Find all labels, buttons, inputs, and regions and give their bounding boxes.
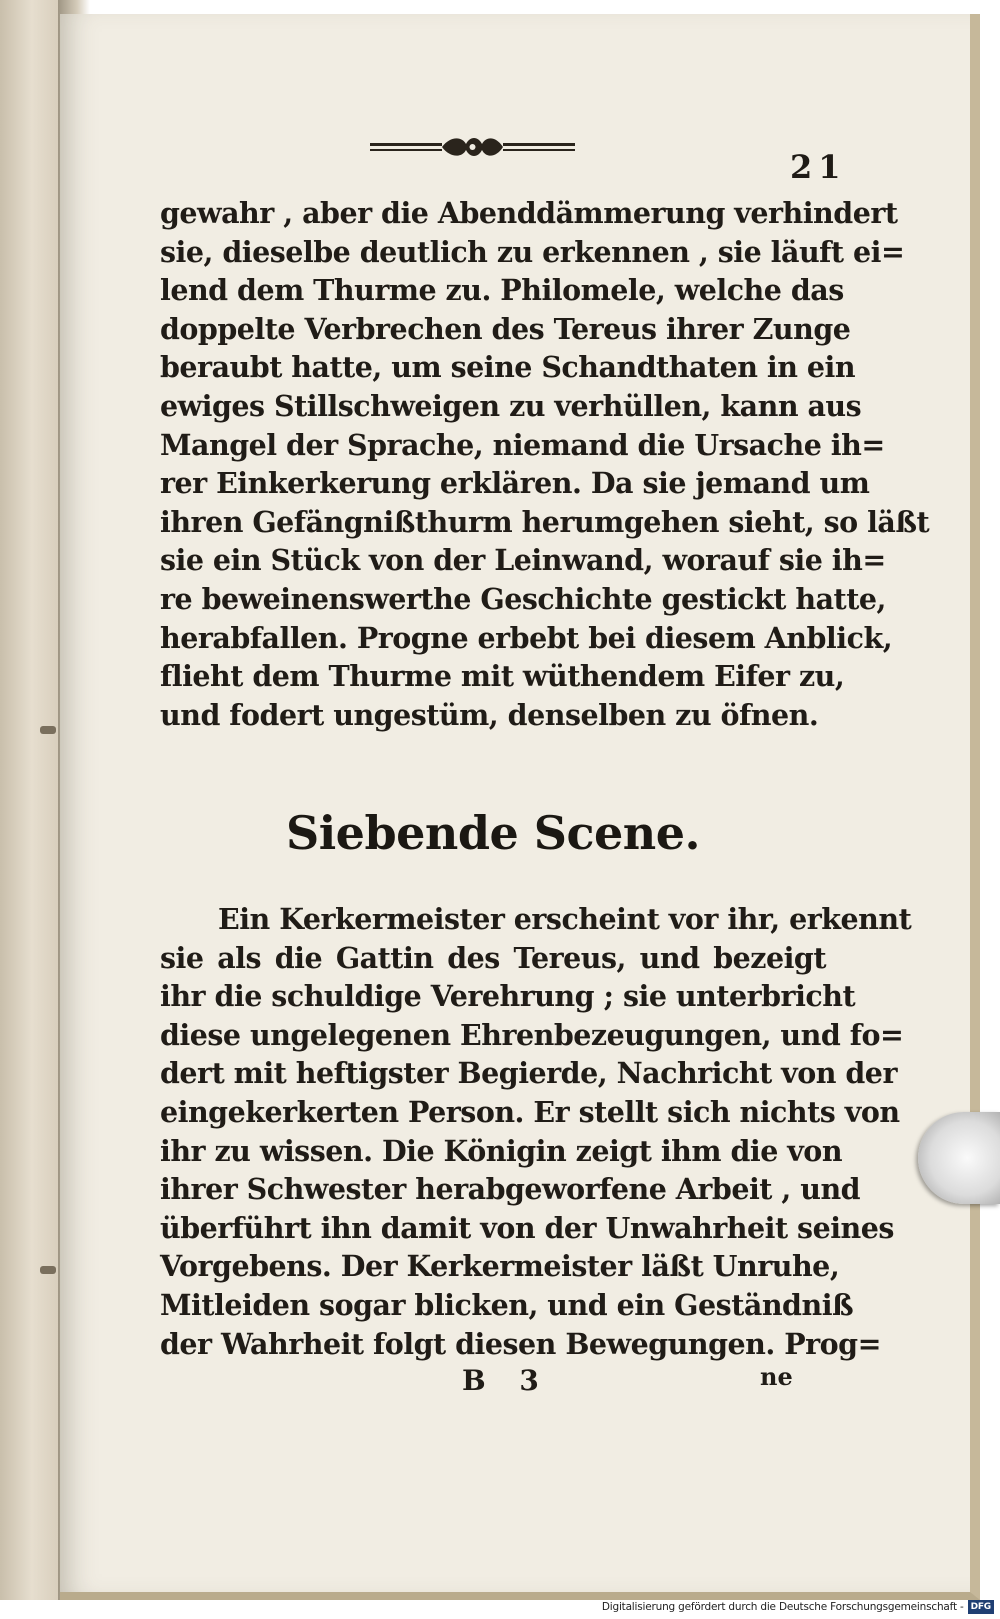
text-line: beraubt hatte, um seine Schandthaten in ein (160, 350, 856, 385)
left-page-edge (0, 0, 60, 1600)
text-line: lend dem Thurme zu. Philomele, welche das (160, 273, 844, 308)
text-line: flieht dem Thurme mit wüthendem Eifer zu, (160, 659, 845, 694)
text-line: sie, dieselbe deutlich zu erkennen , sie läuft ei= (160, 234, 905, 269)
text-line: doppelte Verbrechen des Tereus ihrer Zunge (160, 311, 851, 346)
text-line: rer Einkerkerung erklären. Da sie jemand um (160, 466, 870, 501)
text-line: Mangel der Sprache, niemand die Ursache ih= (160, 427, 885, 462)
binding-thread (40, 726, 56, 734)
text-line: dert mit heftigster Begierde, Nachricht von der (160, 1056, 897, 1091)
paragraph-2 (160, 900, 912, 1363)
catchword: ne (760, 1362, 793, 1391)
text-line: ewiges Stillschweigen zu verhüllen, kann aus (160, 388, 862, 423)
paragraph-1 (160, 194, 930, 734)
text-line: Vorgebens. Der Kerkermeister läßt Unruhe, (160, 1249, 840, 1284)
page-clip-tab (918, 1112, 1000, 1204)
scene-heading: Siebende Scene. (285, 806, 700, 860)
text-line: sie ein Stück von der Leinwand, worauf sie ih= (160, 543, 886, 578)
text-line: überführt ihn damit von der Unwahrheit seines (160, 1210, 894, 1245)
binding-thread (40, 1266, 56, 1274)
header-ornament-icon (370, 134, 575, 160)
footer-text: Digitalisierung gefördert durch die Deutsche Forschungsgemeinschaft - (601, 1601, 964, 1613)
text-line: diese ungelegenen Ehrenbezeugungen, und fo= (160, 1017, 904, 1052)
text-line: Mitleiden sogar blicken, und ein Geständniß (160, 1287, 854, 1322)
text-line: und fodert ungestüm, denselben zu öfnen. (160, 697, 819, 732)
text-line: Ein Kerkermeister erscheint vor ihr, erkennt (218, 902, 912, 936)
text-line: ihr zu wissen. Die Königin zeigt ihm die von (160, 1133, 843, 1168)
text-line: ihrer Schwester herabgeworfene Arbeit , und (160, 1172, 861, 1207)
text-line: gewahr , aber die Abenddämmerung verhindert (160, 196, 898, 230)
text-line: re beweinenswerthe Geschichte gestickt hatte, (160, 581, 886, 616)
text-line: eingekerkerten Person. Er stellt sich nichts von (160, 1094, 900, 1129)
text-line: ihren Gefängnißthurm herumgehen sieht, so läßt (160, 504, 930, 539)
text-line: herabfallen. Progne erbebt bei diesem Anblick, (160, 620, 893, 655)
page-number: 21 (790, 148, 847, 186)
signature-mark: B 3 (462, 1364, 551, 1397)
text-line: der Wahrheit folgt diesen Bewegungen. Prog= (160, 1326, 881, 1361)
dfg-logo: DFG (968, 1600, 994, 1614)
text-line: sie als die Gattin des Tereus, und bezeigt (160, 940, 826, 975)
text-line: ihr die schuldige Verehrung ; sie unterbricht (160, 979, 856, 1014)
digitization-footer (602, 1598, 994, 1616)
